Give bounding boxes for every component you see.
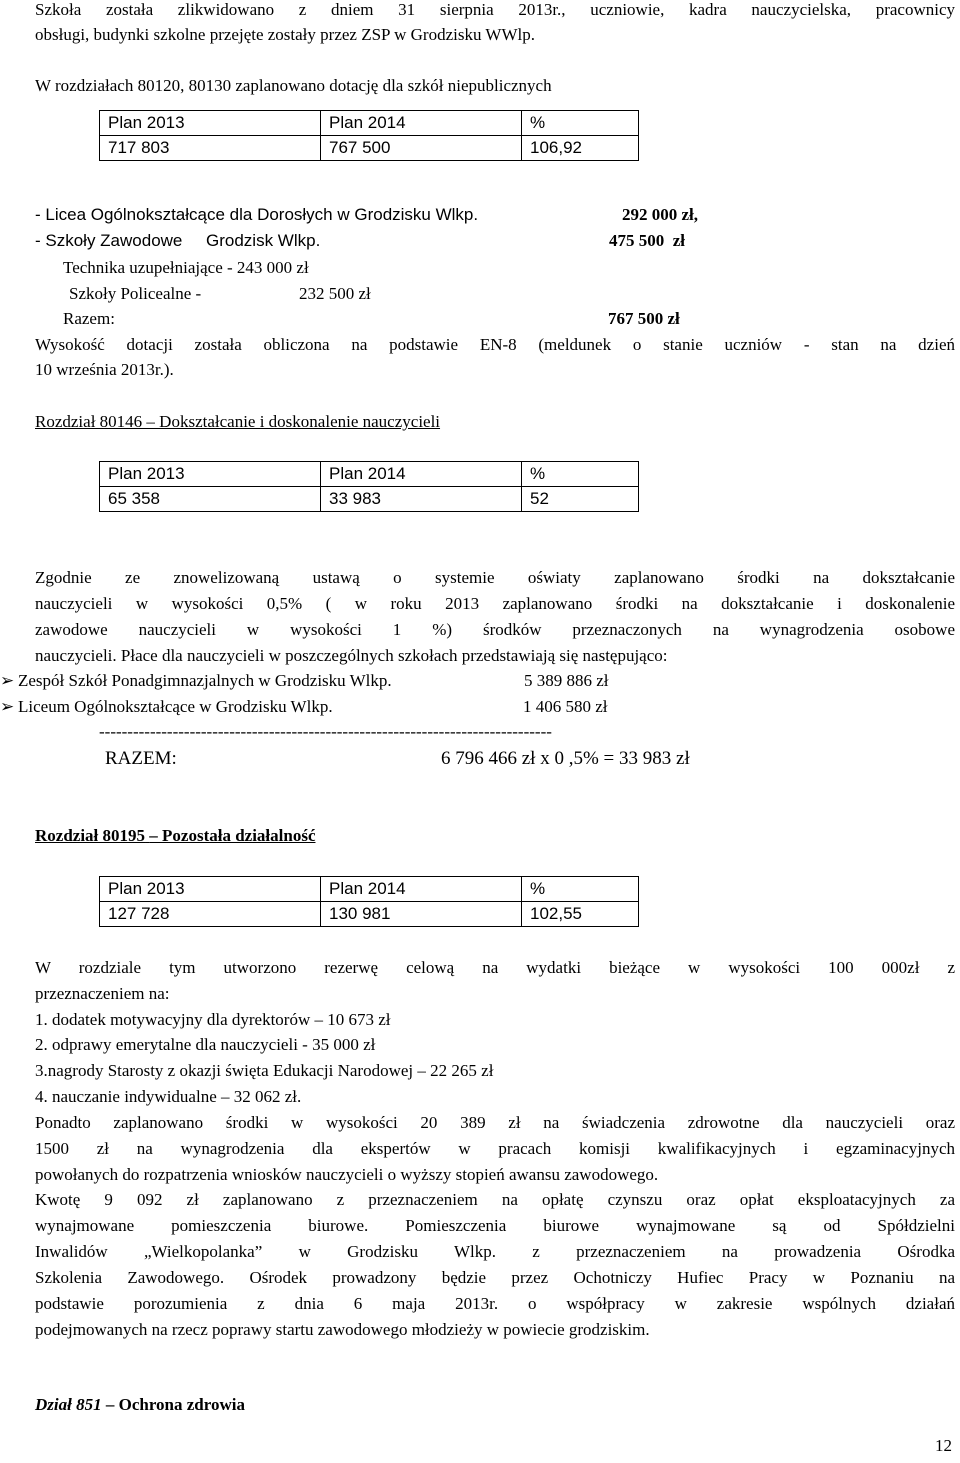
heading-number: Rozdział 80195: [35, 826, 146, 845]
item-szkoly-label: - Szkoły Zawodowe Grodzisk Wlkp.: [35, 231, 321, 250]
table-cell: 130 981: [321, 902, 522, 927]
table-row: [100, 487, 639, 512]
item-szkoly-amount: 475 500 zł: [609, 231, 686, 250]
table-cell: 127 728: [100, 902, 321, 927]
paragraph-line: podejmowanych na rzecz poprawy startu zawodowego młodzieży w powiecie grodziskim.: [35, 1320, 650, 1339]
table-header-cell: Plan 2013: [100, 462, 321, 487]
total-amount: 767 500 zł: [608, 309, 680, 328]
dzial-heading: [35, 1395, 245, 1415]
table-header-cell: Plan 2013: [100, 877, 321, 902]
paragraph-line: wynajmowane pomieszczenia biurowe. Pomieszczenia biurowe wynajmowane są od Spółdzielni: [35, 1216, 955, 1235]
item-licea-amount: 292 000 zł,: [622, 205, 699, 224]
bullet-label: Zespół Szkół Ponadgimnazjalnych w Grodzisku Wlkp.: [18, 671, 392, 690]
paragraph-line: nauczycieli w wysokości 0,5% ( w roku 2013 zaplanowano środki na dokształcanie i doskonalenie: [35, 594, 955, 613]
paragraph-line: Kwotę 9 092 zł zaplanowano z przeznaczeniem na opłatę czynszu oraz opłat eksploatacyjnych za: [35, 1190, 955, 1209]
table-row: [100, 111, 639, 136]
section-80195-heading: [35, 826, 316, 846]
bullet-item: [0, 671, 392, 691]
razem-label: RAZEM:: [105, 748, 177, 769]
section-80146-heading: Rozdział 80146 – Dokształcanie i doskonalenie nauczycieli: [35, 412, 441, 431]
table-row: [100, 462, 639, 487]
table-cell: 106,92: [522, 136, 639, 161]
dashed-separator: --------------------------------------------------------------------------------: [99, 722, 552, 741]
bullet-label: Liceum Ogólnokształcące w Grodzisku Wlkp.: [18, 697, 333, 716]
table-header-cell: %: [522, 462, 639, 487]
paragraph-line: przeznaczeniem na:: [35, 984, 170, 1003]
table-header-cell: Plan 2014: [321, 462, 522, 487]
bullet-item: [0, 697, 333, 717]
table-cell: 33 983: [321, 487, 522, 512]
list-item: 4. nauczanie indywidualne – 32 062 zł.: [35, 1087, 302, 1106]
paragraph-line: W rozdziale tym utworzono rezerwę celową na wydatki bieżące w wysokości 100 000zł z: [35, 958, 955, 977]
table-cell: 717 803: [100, 136, 321, 161]
heading-title: – Pozostała działalność: [149, 826, 316, 845]
table-row: [100, 902, 639, 927]
item-licea-label: - Licea Ogólnokształcące dla Dorosłych w Grodzisku Wlkp.: [35, 205, 479, 224]
arrow-bullet-icon: ➢: [0, 697, 15, 716]
table-cell: 102,55: [522, 902, 639, 927]
note-line-2: 10 września 2013r.).: [35, 360, 174, 379]
section-80120-heading: W rozdziałach 80120, 80130 zaplanowano dotację dla szkół niepublicznych: [35, 76, 552, 95]
table-cell: 52: [522, 487, 639, 512]
table-cell: 767 500: [321, 136, 522, 161]
list-item: 3.nagrody Starosty z okazji święta Edukacji Narodowej – 22 265 zł: [35, 1061, 494, 1080]
table-row: [100, 136, 639, 161]
sub-technika: Technika uzupełniające - 243 000 zł: [63, 258, 309, 277]
table-cell: 65 358: [100, 487, 321, 512]
intro-line-2: obsługi, budynki szkolne przejęte zostały przez ZSP w Grodzisku WWlp.: [35, 25, 535, 44]
razem-value: 6 796 466 zł x 0 ,5% = 33 983 zł: [441, 748, 690, 769]
paragraph-line: Zgodnie ze znowelizowaną ustawą o systemie oświaty zaplanowano środki na dokształcanie: [35, 568, 955, 587]
table-header-cell: Plan 2014: [321, 111, 522, 136]
paragraph-line: Ponadto zaplanowano środki w wysokości 20 389 zł na świadczenia zdrowotne dla nauczycieli oraz: [35, 1113, 955, 1132]
paragraph-line: powołanych do rozpatrzenia wniosków nauczycieli o wyższy stopień awansu zawodowego.: [35, 1165, 659, 1184]
dzial-number: Dział 851: [35, 1395, 102, 1414]
table-header-cell: Plan 2014: [321, 877, 522, 902]
page-number: 12: [935, 1436, 952, 1455]
dzial-title: – Ochrona zdrowia: [105, 1395, 245, 1414]
list-item: 2. odprawy emerytalne dla nauczycieli - 35 000 zł: [35, 1035, 376, 1054]
paragraph-line: nauczycieli. Płace dla nauczycieli w poszczególnych szkołach przedstawiają się następująco:: [35, 646, 668, 665]
plan-table-80120: [99, 110, 639, 161]
table-header-cell: Plan 2013: [100, 111, 321, 136]
plan-table-80146: [99, 461, 639, 512]
plan-table-80195: [99, 876, 639, 927]
paragraph-line: Szkolenia Zawodowego. Ośrodek prowadzony będzie przez Ochotniczy Hufiec Pracy w Poznaniu na: [35, 1268, 955, 1287]
intro-line-1: Szkoła została zlikwidowano z dniem 31 sierpnia 2013r., uczniowie, kadra nauczycielska, pracownicy: [35, 0, 955, 19]
total-label: Razem:: [63, 309, 115, 328]
table-row: [100, 877, 639, 902]
list-item: 1. dodatek motywacyjny dla dyrektorów – 10 673 zł: [35, 1010, 391, 1029]
paragraph-line: 1500 zł na wynagrodzenia dla ekspertów w pracach komisji kwalifikacyjnych i egzaminacyjnych: [35, 1139, 955, 1158]
bullet-amount: 5 389 886 zł: [524, 671, 609, 690]
sub-policealne-amount: 232 500 zł: [299, 284, 371, 303]
sub-policealne-label: Szkoły Policealne -: [69, 284, 202, 303]
bullet-amount: 1 406 580 zł: [523, 697, 608, 716]
paragraph-line: Inwalidów „Wielkopolanka” w Grodzisku Wlkp. z przeznaczeniem na prowadzenia Ośrodka: [35, 1242, 955, 1261]
note-line-1: Wysokość dotacji została obliczona na podstawie EN-8 (meldunek o stanie uczniów - stan na dzień: [35, 335, 955, 354]
paragraph-line: zawodowe nauczycieli w wysokości 1 %) środków przeznaczonych na wynagrodzenia osobowe: [35, 620, 955, 639]
arrow-bullet-icon: ➢: [0, 671, 15, 690]
table-header-cell: %: [522, 111, 639, 136]
paragraph-line: podstawie porozumienia z dnia 6 maja 2013r. o współpracy w zakresie wspólnych działań: [35, 1294, 955, 1313]
table-header-cell: %: [522, 877, 639, 902]
